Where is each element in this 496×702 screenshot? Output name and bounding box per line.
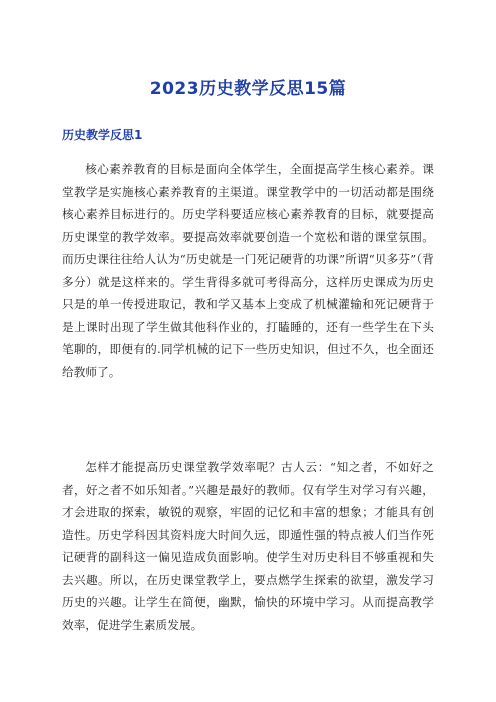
body-paragraph-1: 核心素养教育的目标是面向全体学生，全面提高学生核心素养。课堂教学是实施核心素养教育的主渠道。课堂教学中的一切活动都是围绕核心素养目标进行的。历史学科要适应核心素养教育的目标，就要提高历史课堂的教学效率。要提高效率就要创造一个宽松和谐的课堂氛围。而历史课往往给人认为“历史就是一门死记硬背的功课”所谓“贝多芬”（背多分）就是这样来的。学生背得多就可考得高分，这样历史课成为历史只是的单一传授进取记，教和学又基本上变成了机械灌输和死记硬背于是上课时出现了学生做其他科作业的，打瞌睡的，还有一些学生在下头笔聊的，即便有的.同学机械的记下一些历史知识，但过不久，也全面还给教师了。 xyxy=(62,162,434,379)
document-title: 2023历史教学反思15篇 xyxy=(149,79,347,99)
section-heading: 历史教学反思1 xyxy=(62,128,143,142)
body-paragraph-2: 怎样才能提高历史课堂教学效率呢？古人云：“知之者，不如好之者，好之者不如乐知者。”兴趣是最好的教师。仅有学生对学习有兴趣，才会进取的探索，敏锐的观察，牢固的记忆和丰富的想象；才能具有创造性。历史学科因其资料庞大时间久远，即遁性强的特点被人们当作死记硬背的副科这一偏见造成负面影响。使学生对历史科目不够重视和失去兴趣。所以，在历史课堂教学上，要点燃学生探索的欲望，激发学习历史的兴趣。让学生在简便，幽默，愉快的环境中学习。从而提高教学效率，促进学生素质发展。 xyxy=(62,460,434,632)
